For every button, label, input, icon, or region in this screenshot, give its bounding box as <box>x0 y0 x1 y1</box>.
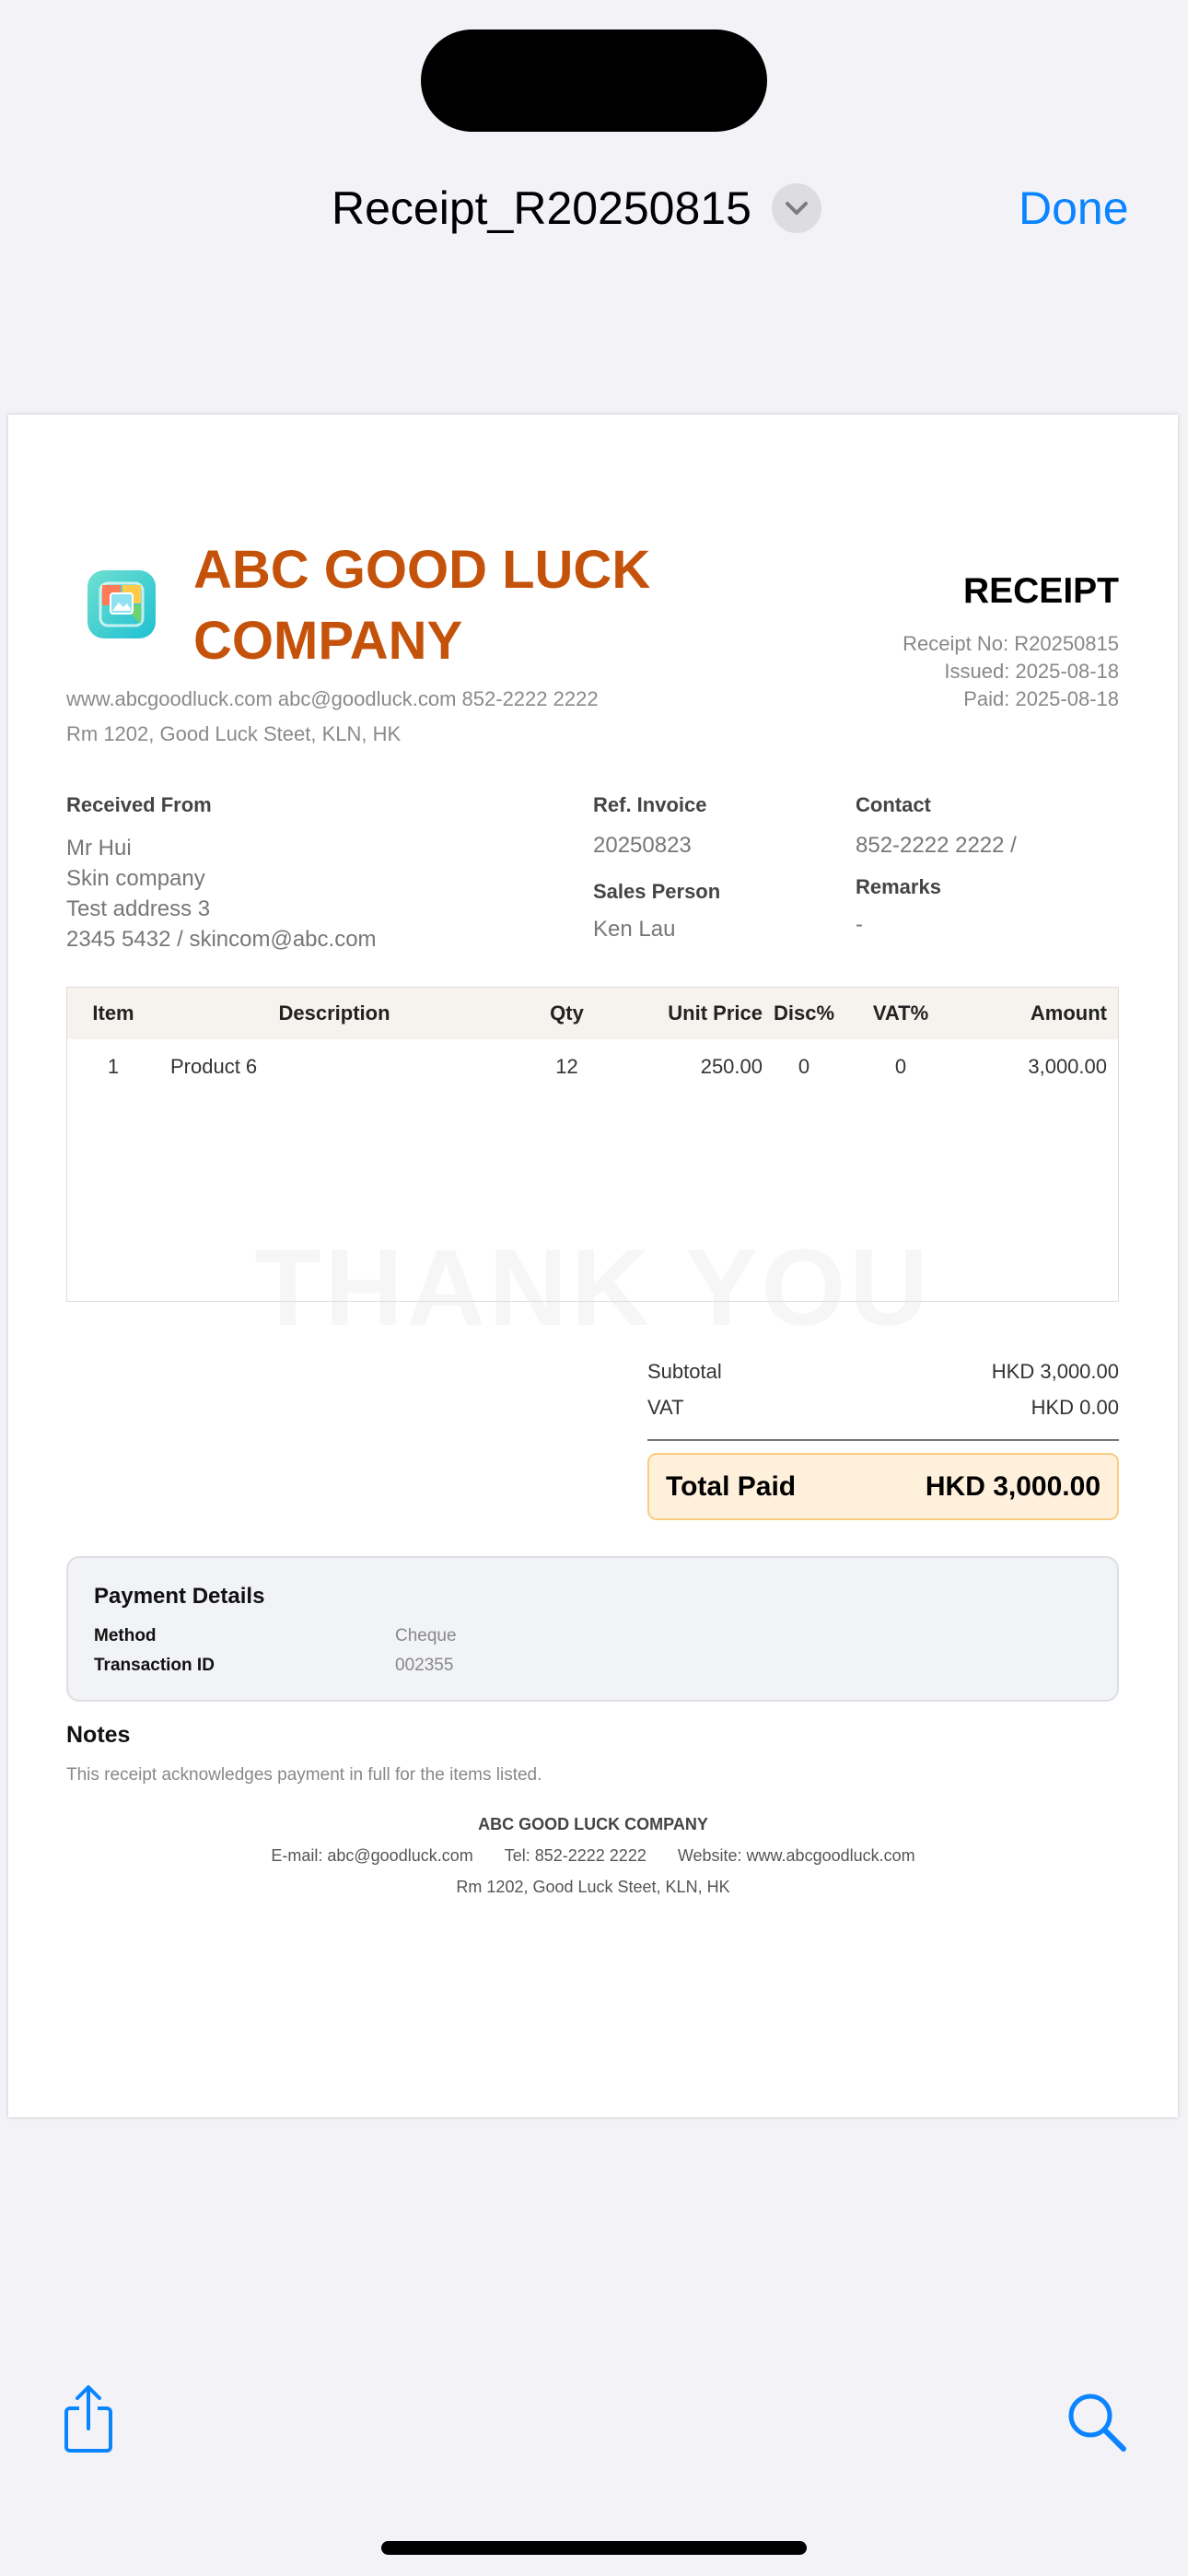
col-qty: Qty <box>509 988 624 1039</box>
cell-vat: 0 <box>894 1055 907 1078</box>
customer-company: Skin company <box>66 866 205 891</box>
company-logo-icon <box>87 570 156 638</box>
cell-qty: 12 <box>555 1055 578 1078</box>
chevron-down-icon[interactable] <box>772 183 821 233</box>
cell-description: Product 6 <box>170 1055 258 1078</box>
contact: 852-2222 2222 / <box>856 833 1017 858</box>
col-disc: Disc% <box>763 988 845 1039</box>
remarks: - <box>856 912 863 937</box>
col-vat: VAT% <box>845 988 956 1039</box>
search-icon[interactable] <box>1066 2392 1129 2459</box>
col-unit-price: Unit Price <box>624 988 763 1039</box>
watermark: THANK YOU <box>254 1227 932 1349</box>
company-address: Rm 1202, Good Luck Steet, KLN, HK <box>66 722 402 745</box>
dynamic-island <box>421 29 767 132</box>
col-description: Description <box>159 988 509 1039</box>
cell-amount: 3,000.00 <box>1028 1055 1107 1078</box>
company-name-line2: COMPANY <box>193 611 463 671</box>
receipt-number: Receipt No: R20250815 <box>903 632 1119 655</box>
customer-contact: 2345 5432 / skincom@abc.com <box>66 927 377 952</box>
transaction-value: 002355 <box>395 1656 454 1675</box>
method-label: Method <box>94 1626 157 1645</box>
table-header <box>67 988 1118 1039</box>
cell-unit-price: 250.00 <box>700 1055 763 1078</box>
done-button[interactable]: Done <box>1019 182 1129 234</box>
notes-text: This receipt acknowledges payment in full for the items listed. <box>66 1765 542 1785</box>
ref-invoice-label: Ref. Invoice <box>593 793 707 816</box>
payment-details <box>66 1556 1119 1702</box>
received-from-label: Received From <box>66 793 212 816</box>
subtotal-row <box>647 1360 1119 1384</box>
share-icon[interactable] <box>61 2384 116 2459</box>
notes-label: Notes <box>66 1722 131 1748</box>
document-title: Receipt_R20250815 <box>332 182 751 234</box>
footer-address: Rm 1202, Good Luck Steet, KLN, HK <box>456 1878 730 1896</box>
payment-title: Payment Details <box>94 1584 265 1609</box>
customer-address: Test address 3 <box>66 896 211 921</box>
remarks-label: Remarks <box>856 875 941 898</box>
footer-email: E-mail: abc@goodluck.com <box>271 1846 473 1865</box>
contact-label: Contact <box>856 793 931 816</box>
col-amount: Amount <box>956 988 1118 1039</box>
sales-person-label: Sales Person <box>593 880 721 903</box>
company-name <box>193 534 650 676</box>
divider <box>647 1439 1119 1441</box>
table-row <box>67 1039 1118 1095</box>
method-value: Cheque <box>395 1626 457 1645</box>
subtotal-label: Subtotal <box>647 1360 722 1383</box>
footer-contacts <box>8 1846 1178 1866</box>
footer-tel: Tel: 852-2222 2222 <box>504 1846 646 1865</box>
footer-website: Website: www.abcgoodluck.com <box>677 1846 915 1865</box>
vat-value: HKD 0.00 <box>1031 1396 1119 1419</box>
doc-title: RECEIPT <box>962 571 1119 611</box>
cell-disc: 0 <box>798 1055 810 1078</box>
total-value: HKD 3,000.00 <box>925 1470 1101 1502</box>
col-item: Item <box>67 988 159 1039</box>
paid-date: Paid: 2025-08-18 <box>963 687 1119 710</box>
subtotal-value: HKD 3,000.00 <box>991 1360 1119 1383</box>
receipt-document <box>8 415 1178 2117</box>
vat-label: VAT <box>647 1396 684 1419</box>
home-indicator <box>381 2541 807 2555</box>
customer-name: Mr Hui <box>66 836 132 861</box>
company-contact: www.abcgoodluck.com abc@goodluck.com 852-2222 2222 <box>66 687 599 710</box>
vat-row <box>647 1396 1119 1420</box>
items-table <box>66 987 1119 1302</box>
company-name-line1: ABC GOOD LUCK <box>193 540 651 600</box>
cell-item: 1 <box>107 1055 120 1078</box>
sales-person: Ken Lau <box>593 917 676 942</box>
total-label: Total Paid <box>666 1470 797 1502</box>
received-from <box>66 833 377 954</box>
issued-date: Issued: 2025-08-18 <box>944 660 1119 683</box>
ref-invoice: 20250823 <box>593 833 692 858</box>
document-title-menu[interactable] <box>332 181 821 236</box>
total-paid-box <box>647 1453 1119 1520</box>
transaction-label: Transaction ID <box>94 1656 215 1675</box>
footer-company: ABC GOOD LUCK COMPANY <box>478 1815 708 1833</box>
